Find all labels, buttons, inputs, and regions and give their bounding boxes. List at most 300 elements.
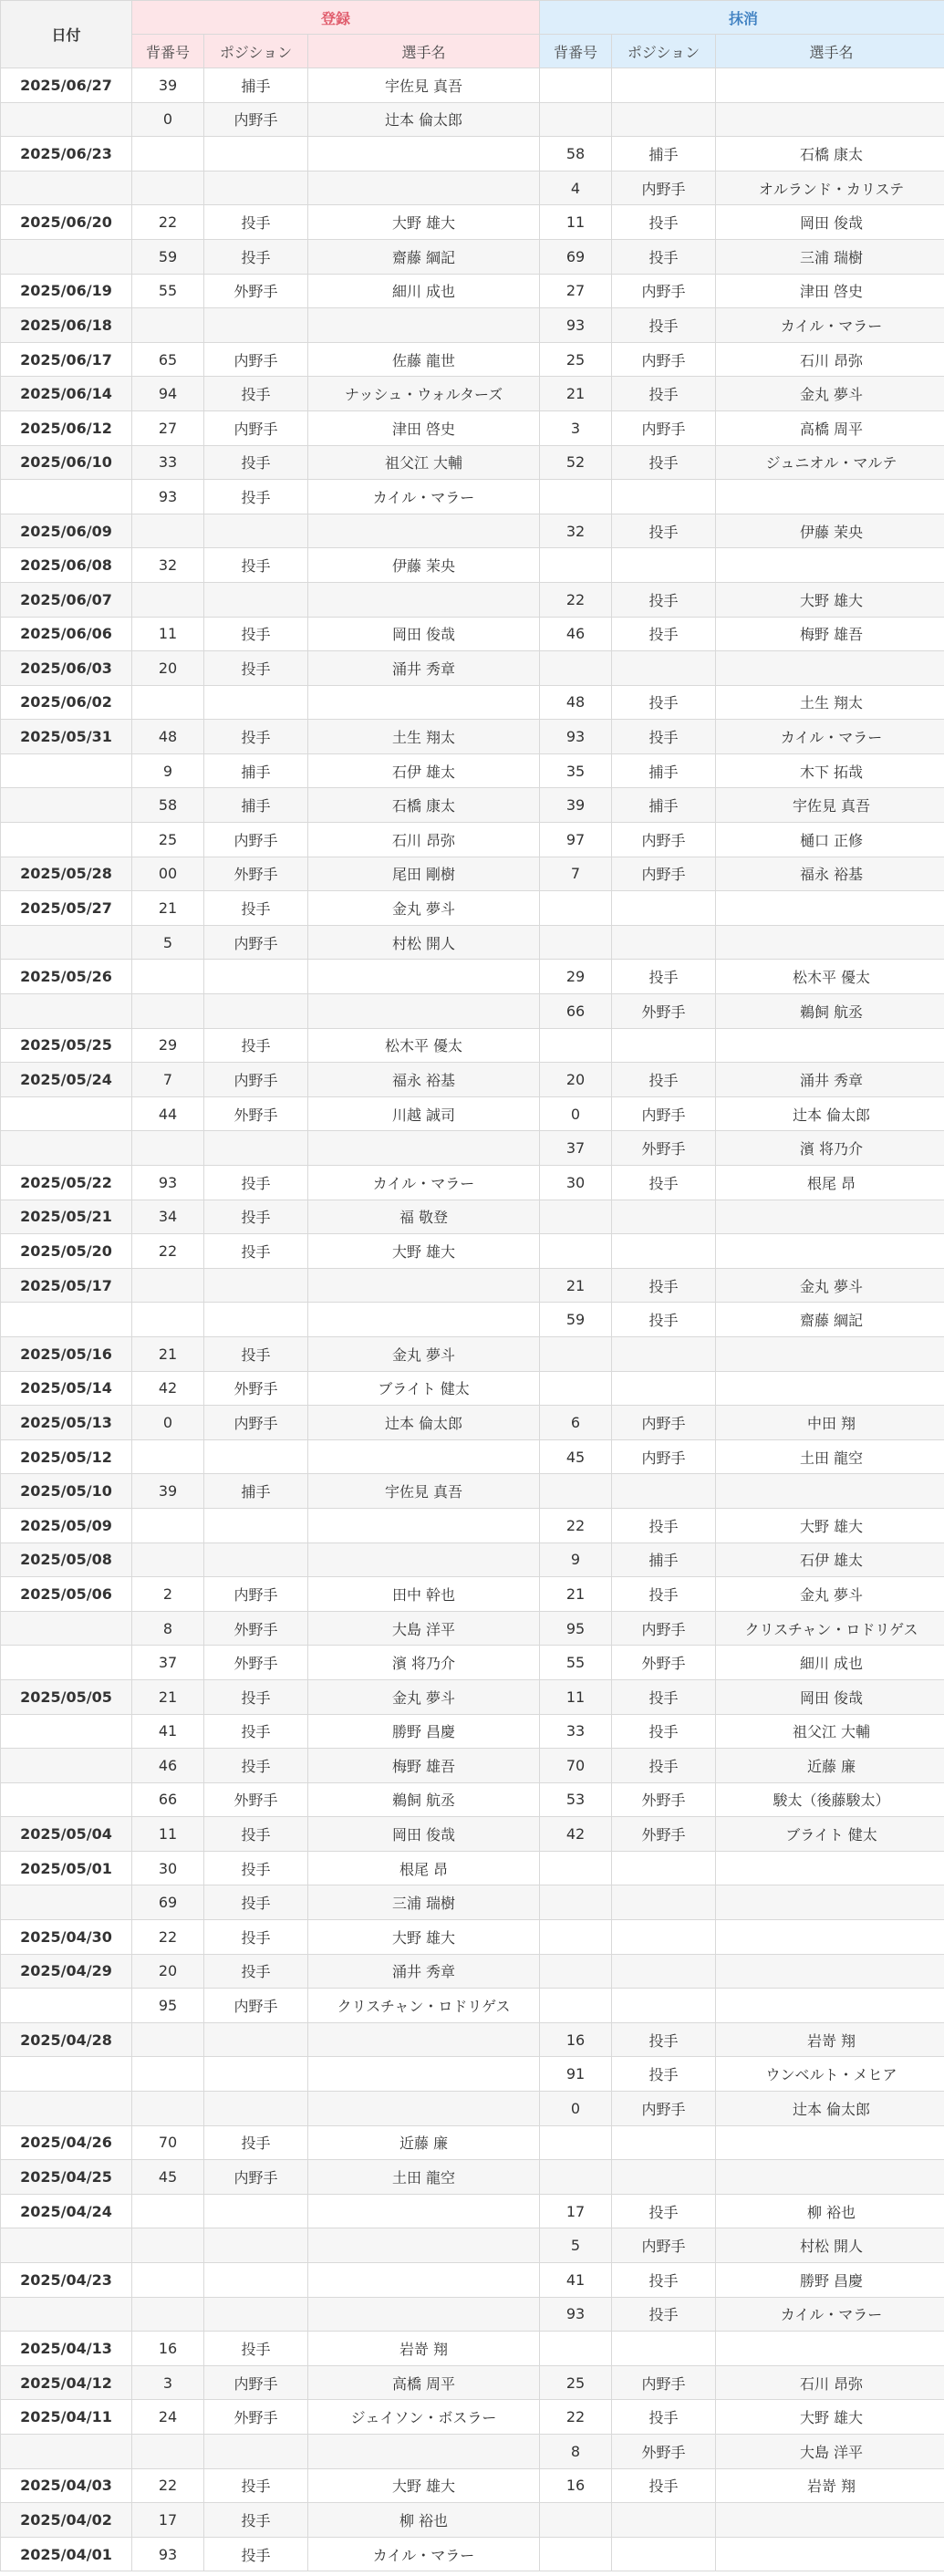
registered-position-cell: 投手 xyxy=(204,480,308,514)
registered-number-cell: 22 xyxy=(132,1920,204,1955)
registered-position-cell: 投手 xyxy=(204,2332,308,2366)
released-number-cell: 21 xyxy=(540,1577,612,1612)
registered-player-cell: 金丸 夢斗 xyxy=(308,1679,540,1714)
registered-number-cell: 93 xyxy=(132,480,204,514)
registered-player-cell xyxy=(308,2434,540,2468)
registered-player-cell xyxy=(308,582,540,617)
date-cell xyxy=(1,102,132,137)
table-row xyxy=(1,548,944,583)
table-row xyxy=(1,2194,944,2228)
date-cell: 2025/05/25 xyxy=(1,1028,132,1063)
registered-position-cell xyxy=(204,1268,308,1303)
registered-number-cell: 69 xyxy=(132,1885,204,1920)
table-row xyxy=(1,68,944,103)
registered-player-cell: 石川 昂弥 xyxy=(308,823,540,857)
released-number-cell: 53 xyxy=(540,1782,612,1817)
date-cell xyxy=(1,823,132,857)
released-number-cell: 27 xyxy=(540,274,612,308)
date-cell: 2025/05/28 xyxy=(1,857,132,891)
registered-number-cell: 11 xyxy=(132,617,204,651)
registered-player-cell xyxy=(308,1131,540,1166)
date-cell: 2025/04/24 xyxy=(1,2194,132,2228)
table-row xyxy=(1,685,944,720)
released-position-cell: 内野手 xyxy=(612,342,716,377)
table-row xyxy=(1,102,944,137)
released-number-cell: 33 xyxy=(540,1714,612,1749)
date-cell: 2025/06/18 xyxy=(1,308,132,343)
date-cell xyxy=(1,1646,132,1680)
released-number-cell: 93 xyxy=(540,2297,612,2332)
released-player-cell: 金丸 夢斗 xyxy=(716,377,944,411)
date-cell xyxy=(1,1714,132,1749)
registered-player-cell: 福 敬登 xyxy=(308,1200,540,1234)
released-player-cell: 柳 裕也 xyxy=(716,2194,944,2228)
date-cell: 2025/05/26 xyxy=(1,960,132,994)
registered-position-cell: 投手 xyxy=(204,720,308,754)
released-position-cell: 投手 xyxy=(612,2468,716,2503)
released-position-cell: 投手 xyxy=(612,239,716,274)
registered-player-cell: 辻本 倫太郎 xyxy=(308,1406,540,1440)
released-number-cell: 25 xyxy=(540,2365,612,2400)
registered-number-cell xyxy=(132,137,204,171)
table-row xyxy=(1,137,944,171)
registered-number-cell: 22 xyxy=(132,2468,204,2503)
released-player-cell: 梅野 雄吾 xyxy=(716,617,944,651)
registered-position-cell xyxy=(204,2297,308,2332)
released-player-cell: 大島 洋平 xyxy=(716,2434,944,2468)
table-row xyxy=(1,753,944,788)
registered-position-cell: 内野手 xyxy=(204,1063,308,1097)
released-player-cell xyxy=(716,102,944,137)
registered-position-header: ポジション xyxy=(204,35,308,68)
released-player-cell xyxy=(716,68,944,103)
table-row xyxy=(1,1371,944,1406)
date-cell: 2025/05/24 xyxy=(1,1063,132,1097)
registered-player-cell: 鵜飼 航丞 xyxy=(308,1782,540,1817)
released-position-cell: 捕手 xyxy=(612,1542,716,1577)
released-player-cell: カイル・マラー xyxy=(716,308,944,343)
released-number-cell: 20 xyxy=(540,1063,612,1097)
released-player-cell: 木下 拓哉 xyxy=(716,753,944,788)
registered-position-cell: 内野手 xyxy=(204,1406,308,1440)
date-cell: 2025/04/26 xyxy=(1,2125,132,2160)
table-row xyxy=(1,1817,944,1852)
table-row xyxy=(1,274,944,308)
table-row xyxy=(1,1782,944,1817)
table-row xyxy=(1,205,944,240)
registered-number-cell: 00 xyxy=(132,857,204,891)
released-number-cell: 91 xyxy=(540,2057,612,2092)
registered-player-cell: カイル・マラー xyxy=(308,480,540,514)
date-cell: 2025/05/27 xyxy=(1,891,132,926)
registered-position-cell: 外野手 xyxy=(204,2400,308,2435)
registered-number-cell: 39 xyxy=(132,68,204,103)
released-player-cell xyxy=(716,1851,944,1885)
released-player-cell xyxy=(716,2332,944,2366)
registered-player-cell xyxy=(308,2194,540,2228)
registered-player-cell xyxy=(308,994,540,1029)
registered-player-cell xyxy=(308,1303,540,1337)
released-player-cell xyxy=(716,2160,944,2195)
released-number-cell xyxy=(540,1920,612,1955)
table-row xyxy=(1,2332,944,2366)
released-number-cell xyxy=(540,2503,612,2538)
released-position-cell xyxy=(612,1885,716,1920)
registered-number-cell: 41 xyxy=(132,1714,204,1749)
released-position-cell: 内野手 xyxy=(612,857,716,891)
released-position-cell: 投手 xyxy=(612,1166,716,1200)
table-row xyxy=(1,1336,944,1371)
date-cell: 2025/06/27 xyxy=(1,68,132,103)
released-position-cell: 外野手 xyxy=(612,1131,716,1166)
released-position-cell: 投手 xyxy=(612,2263,716,2298)
registered-position-cell: 投手 xyxy=(204,1954,308,1989)
released-position-cell: 内野手 xyxy=(612,1096,716,1131)
released-position-cell xyxy=(612,480,716,514)
table-row xyxy=(1,514,944,548)
released-number-cell xyxy=(540,1028,612,1063)
registered-position-cell xyxy=(204,582,308,617)
released-player-header: 選手名 xyxy=(716,35,944,68)
table-row xyxy=(1,857,944,891)
table-row xyxy=(1,1542,944,1577)
table-row xyxy=(1,1166,944,1200)
released-player-cell xyxy=(716,891,944,926)
date-cell: 2025/05/12 xyxy=(1,1439,132,1474)
registered-position-cell: 内野手 xyxy=(204,102,308,137)
date-cell: 2025/05/14 xyxy=(1,1371,132,1406)
table-row xyxy=(1,2057,944,2092)
released-number-cell: 8 xyxy=(540,2434,612,2468)
released-player-cell: 岡田 俊哉 xyxy=(716,1679,944,1714)
released-player-cell: 細川 成也 xyxy=(716,1646,944,1680)
released-group-header: 抹消 xyxy=(540,1,944,35)
table-row xyxy=(1,480,944,514)
table-row xyxy=(1,2468,944,2503)
released-number-cell: 16 xyxy=(540,2022,612,2057)
registered-number-cell: 95 xyxy=(132,1989,204,2023)
registered-player-cell: 高橋 周平 xyxy=(308,2365,540,2400)
registered-position-cell: 投手 xyxy=(204,548,308,583)
registered-position-cell: 投手 xyxy=(204,1166,308,1200)
released-player-cell: 齋藤 綱記 xyxy=(716,1303,944,1337)
registered-position-cell: 外野手 xyxy=(204,1646,308,1680)
released-position-cell xyxy=(612,1920,716,1955)
registered-position-cell: 投手 xyxy=(204,1817,308,1852)
released-player-cell: 土田 龍空 xyxy=(716,1439,944,1474)
registered-position-cell: 外野手 xyxy=(204,857,308,891)
registered-number-cell: 39 xyxy=(132,1474,204,1509)
released-position-cell: 捕手 xyxy=(612,788,716,823)
registered-position-cell: 投手 xyxy=(204,445,308,480)
registered-position-cell xyxy=(204,2194,308,2228)
released-player-cell: ブライト 健太 xyxy=(716,1817,944,1852)
released-player-cell: 勝野 昌慶 xyxy=(716,2263,944,2298)
released-position-cell: 内野手 xyxy=(612,171,716,205)
registered-player-cell: 大島 洋平 xyxy=(308,1611,540,1646)
released-player-cell: 辻本 倫太郎 xyxy=(716,2092,944,2126)
registered-number-cell xyxy=(132,2022,204,2057)
released-number-cell: 59 xyxy=(540,1303,612,1337)
registered-number-cell xyxy=(132,994,204,1029)
date-cell: 2025/05/20 xyxy=(1,1234,132,1269)
table-row xyxy=(1,617,944,651)
registered-number-cell: 37 xyxy=(132,1646,204,1680)
released-player-cell: 石川 昂弥 xyxy=(716,2365,944,2400)
registered-player-cell: クリスチャン・ロドリゲス xyxy=(308,1989,540,2023)
released-player-cell: 駿太（後藤駿太） xyxy=(716,1782,944,1817)
date-cell: 2025/05/08 xyxy=(1,1542,132,1577)
registered-number-cell: 94 xyxy=(132,377,204,411)
date-cell xyxy=(1,753,132,788)
registered-player-cell: 齋藤 綱記 xyxy=(308,239,540,274)
released-number-cell xyxy=(540,1234,612,1269)
released-player-cell: 鵜飼 航丞 xyxy=(716,994,944,1029)
table-row xyxy=(1,2263,944,2298)
released-player-cell: 金丸 夢斗 xyxy=(716,1268,944,1303)
released-player-cell xyxy=(716,1989,944,2023)
released-position-cell: 投手 xyxy=(612,308,716,343)
released-number-cell: 11 xyxy=(540,205,612,240)
registered-position-cell: 外野手 xyxy=(204,274,308,308)
date-cell: 2025/06/06 xyxy=(1,617,132,651)
released-position-cell: 投手 xyxy=(612,1063,716,1097)
released-number-cell: 95 xyxy=(540,1611,612,1646)
table-row xyxy=(1,377,944,411)
date-cell xyxy=(1,994,132,1029)
table-row xyxy=(1,1234,944,1269)
registered-position-cell: 投手 xyxy=(204,2503,308,2538)
registered-position-cell: 内野手 xyxy=(204,925,308,960)
released-position-cell: 内野手 xyxy=(612,1611,716,1646)
registered-player-cell: 川越 誠司 xyxy=(308,1096,540,1131)
registered-player-cell xyxy=(308,960,540,994)
table-header xyxy=(1,1,944,68)
registered-number-cell: 9 xyxy=(132,753,204,788)
released-position-cell xyxy=(612,925,716,960)
table-row xyxy=(1,891,944,926)
registered-position-cell: 投手 xyxy=(204,205,308,240)
registered-player-cell: 宇佐見 真吾 xyxy=(308,1474,540,1509)
registered-number-cell xyxy=(132,1508,204,1542)
released-position-cell xyxy=(612,2503,716,2538)
registered-position-cell: 外野手 xyxy=(204,1096,308,1131)
date-cell: 2025/04/03 xyxy=(1,2468,132,2503)
date-cell: 2025/05/17 xyxy=(1,1268,132,1303)
registered-position-cell xyxy=(204,137,308,171)
table-row xyxy=(1,445,944,480)
registered-number-cell xyxy=(132,685,204,720)
registered-player-cell xyxy=(308,514,540,548)
released-player-cell xyxy=(716,1474,944,1509)
registered-player-cell: 柳 裕也 xyxy=(308,2503,540,2538)
table-row xyxy=(1,1268,944,1303)
table-body xyxy=(1,68,944,2571)
table-row xyxy=(1,2503,944,2538)
released-player-cell: 辻本 倫太郎 xyxy=(716,1096,944,1131)
registered-player-cell: 松木平 優太 xyxy=(308,1028,540,1063)
released-player-cell: 樋口 正修 xyxy=(716,823,944,857)
registered-number-cell: 3 xyxy=(132,2365,204,2400)
registered-number-cell: 21 xyxy=(132,1336,204,1371)
registered-number-cell: 66 xyxy=(132,1782,204,1817)
registered-position-cell: 内野手 xyxy=(204,823,308,857)
registered-player-cell: 大野 雄大 xyxy=(308,1234,540,1269)
registered-number-header: 背番号 xyxy=(132,35,204,68)
released-position-cell: 投手 xyxy=(612,2400,716,2435)
date-cell: 2025/06/17 xyxy=(1,342,132,377)
registered-number-cell xyxy=(132,2092,204,2126)
released-position-cell: 内野手 xyxy=(612,2092,716,2126)
released-number-cell: 4 xyxy=(540,171,612,205)
registered-number-cell: 0 xyxy=(132,1406,204,1440)
registered-position-cell: 投手 xyxy=(204,377,308,411)
table-row xyxy=(1,1679,944,1714)
registered-number-cell xyxy=(132,2297,204,2332)
released-player-cell xyxy=(716,1336,944,1371)
table-row xyxy=(1,1885,944,1920)
registered-position-cell: 投手 xyxy=(204,2468,308,2503)
released-player-cell xyxy=(716,1371,944,1406)
released-position-cell: 投手 xyxy=(612,1714,716,1749)
registered-player-cell xyxy=(308,685,540,720)
registered-player-cell: 大野 雄大 xyxy=(308,1920,540,1955)
registered-player-cell: 祖父江 大輔 xyxy=(308,445,540,480)
date-cell: 2025/05/05 xyxy=(1,1679,132,1714)
registered-position-cell xyxy=(204,308,308,343)
released-player-cell: 津田 啓史 xyxy=(716,274,944,308)
registered-number-cell: 22 xyxy=(132,205,204,240)
registered-position-cell: 内野手 xyxy=(204,410,308,445)
released-position-cell: 投手 xyxy=(612,2022,716,2057)
released-number-cell xyxy=(540,1371,612,1406)
date-cell xyxy=(1,788,132,823)
registered-number-cell xyxy=(132,2434,204,2468)
registered-position-cell: 外野手 xyxy=(204,1611,308,1646)
registered-position-cell: 投手 xyxy=(204,239,308,274)
released-number-cell: 32 xyxy=(540,514,612,548)
registered-number-cell xyxy=(132,171,204,205)
released-position-cell: 投手 xyxy=(612,1679,716,1714)
registered-position-cell: 投手 xyxy=(204,1920,308,1955)
registered-position-cell: 投手 xyxy=(204,1234,308,1269)
date-cell: 2025/06/07 xyxy=(1,582,132,617)
released-position-cell: 外野手 xyxy=(612,994,716,1029)
table-row xyxy=(1,1200,944,1234)
released-player-cell: 中田 翔 xyxy=(716,1406,944,1440)
registered-player-cell: 大野 雄大 xyxy=(308,2468,540,2503)
released-player-cell: 伊藤 茉央 xyxy=(716,514,944,548)
date-cell: 2025/04/30 xyxy=(1,1920,132,1955)
registered-player-cell: 石伊 雄太 xyxy=(308,753,540,788)
registered-number-cell: 46 xyxy=(132,1749,204,1783)
registered-position-cell: 投手 xyxy=(204,1851,308,1885)
released-position-cell xyxy=(612,102,716,137)
registered-player-cell: 勝野 昌慶 xyxy=(308,1714,540,1749)
table-row xyxy=(1,1303,944,1337)
released-number-cell xyxy=(540,925,612,960)
registered-number-cell: 20 xyxy=(132,1954,204,1989)
released-player-cell xyxy=(716,1954,944,1989)
registered-number-cell: 16 xyxy=(132,2332,204,2366)
date-cell: 2025/05/13 xyxy=(1,1406,132,1440)
registered-number-cell: 24 xyxy=(132,2400,204,2435)
registered-number-cell: 5 xyxy=(132,925,204,960)
released-player-cell xyxy=(716,548,944,583)
released-number-cell: 21 xyxy=(540,1268,612,1303)
registered-player-cell xyxy=(308,1268,540,1303)
released-position-cell: 外野手 xyxy=(612,1817,716,1852)
registered-position-cell: 内野手 xyxy=(204,2365,308,2400)
released-position-cell: 投手 xyxy=(612,685,716,720)
registered-position-cell: 投手 xyxy=(204,2537,308,2571)
table-row xyxy=(1,410,944,445)
date-cell: 2025/04/29 xyxy=(1,1954,132,1989)
registered-player-cell: 土生 翔太 xyxy=(308,720,540,754)
table-row xyxy=(1,651,944,686)
table-row xyxy=(1,1920,944,1955)
table-row xyxy=(1,2022,944,2057)
released-position-cell xyxy=(612,1200,716,1234)
released-player-cell xyxy=(716,1920,944,1955)
date-cell: 2025/05/09 xyxy=(1,1508,132,1542)
registered-position-cell: 投手 xyxy=(204,1336,308,1371)
registered-player-cell: 伊藤 茉央 xyxy=(308,548,540,583)
released-number-cell: 48 xyxy=(540,685,612,720)
registered-number-cell: 44 xyxy=(132,1096,204,1131)
released-number-cell: 22 xyxy=(540,2400,612,2435)
released-position-cell xyxy=(612,1336,716,1371)
released-player-cell: ジュニオル・マルテ xyxy=(716,445,944,480)
registered-position-cell: 投手 xyxy=(204,651,308,686)
released-position-cell: 内野手 xyxy=(612,2365,716,2400)
registered-player-cell: 宇佐見 真吾 xyxy=(308,68,540,103)
released-player-cell xyxy=(716,1885,944,1920)
released-position-cell xyxy=(612,2125,716,2160)
released-position-cell xyxy=(612,2160,716,2195)
registered-number-cell xyxy=(132,2263,204,2298)
released-position-cell: 捕手 xyxy=(612,137,716,171)
date-cell xyxy=(1,171,132,205)
registered-player-cell: ジェイソン・ボスラー xyxy=(308,2400,540,2435)
date-cell: 2025/05/01 xyxy=(1,1851,132,1885)
registered-number-cell xyxy=(132,1542,204,1577)
registered-number-cell: 21 xyxy=(132,1679,204,1714)
date-cell: 2025/06/10 xyxy=(1,445,132,480)
registered-player-cell xyxy=(308,171,540,205)
registered-player-cell xyxy=(308,2228,540,2263)
released-position-cell xyxy=(612,1851,716,1885)
registered-player-cell xyxy=(308,137,540,171)
table-row xyxy=(1,1989,944,2023)
registered-position-cell: 投手 xyxy=(204,2125,308,2160)
registered-position-cell: 投手 xyxy=(204,1714,308,1749)
table-row xyxy=(1,1577,944,1612)
released-number-cell xyxy=(540,1474,612,1509)
released-player-cell: 三浦 瑞樹 xyxy=(716,239,944,274)
registered-position-cell xyxy=(204,2022,308,2057)
registered-number-cell: 0 xyxy=(132,102,204,137)
released-player-cell: 涌井 秀章 xyxy=(716,1063,944,1097)
date-cell: 2025/06/12 xyxy=(1,410,132,445)
table-row xyxy=(1,720,944,754)
released-number-cell xyxy=(540,651,612,686)
date-cell: 2025/04/28 xyxy=(1,2022,132,2057)
registered-position-cell: 投手 xyxy=(204,1679,308,1714)
registered-number-cell: 45 xyxy=(132,2160,204,2195)
released-number-cell: 30 xyxy=(540,1166,612,1200)
registered-player-header: 選手名 xyxy=(308,35,540,68)
